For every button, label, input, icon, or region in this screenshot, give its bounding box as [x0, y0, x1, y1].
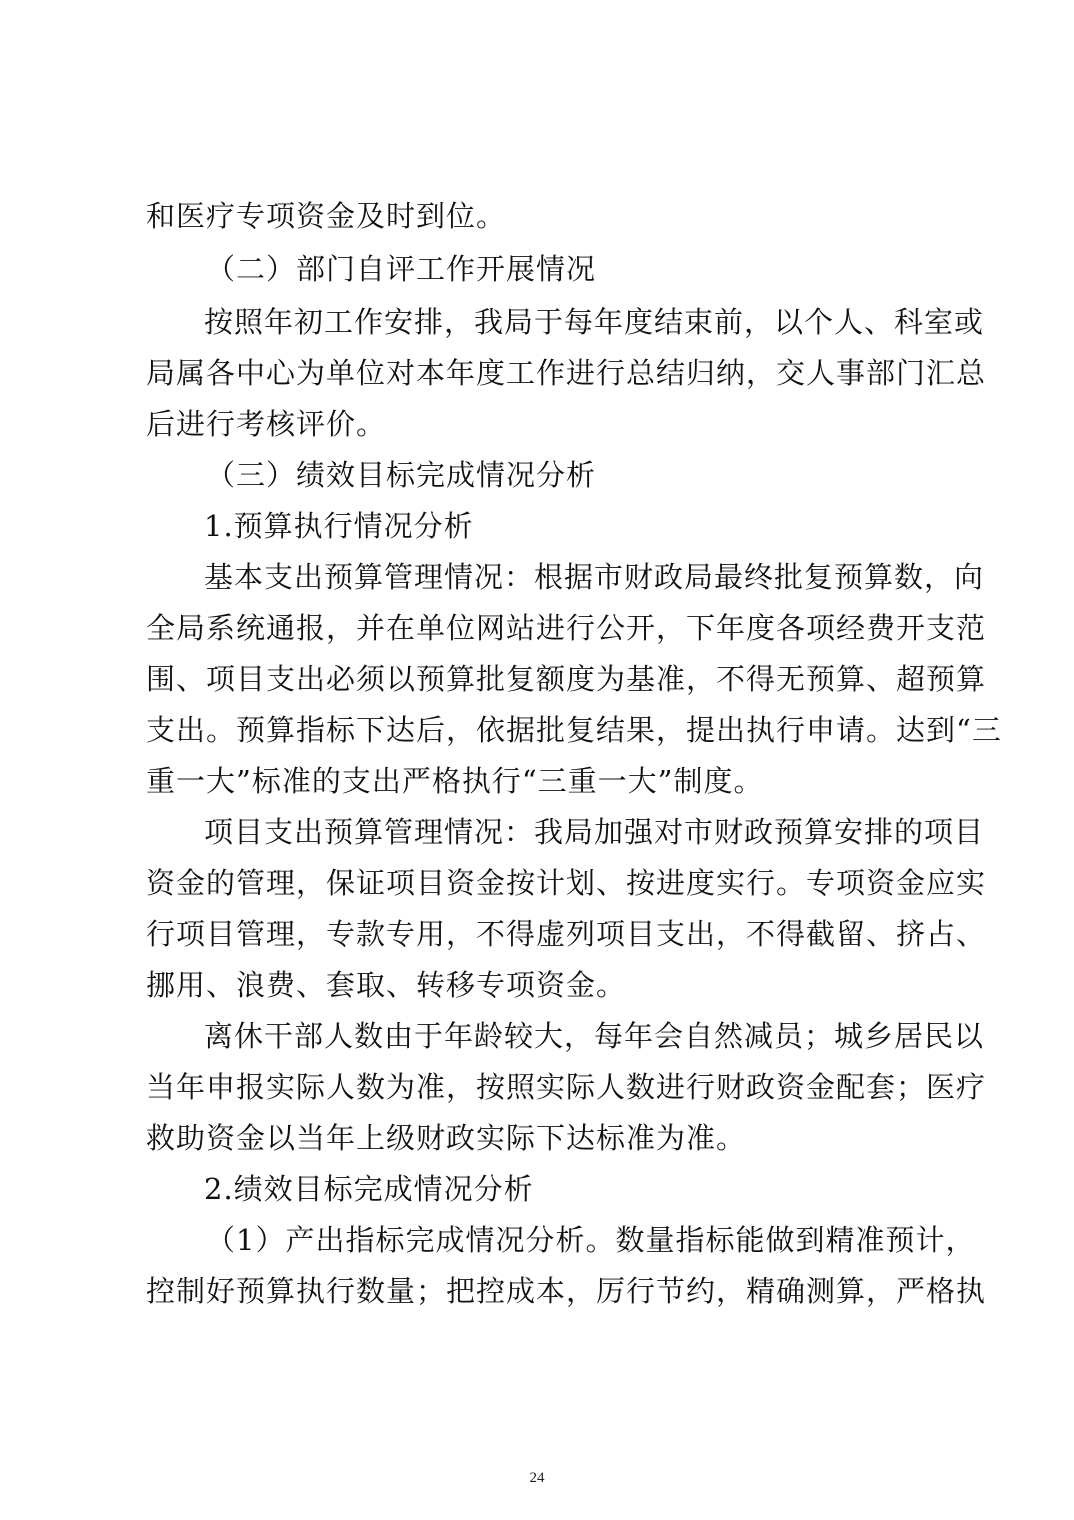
text-line: 行项目管理，专款专用，不得虚列项目支出，不得截留、挤占、 — [146, 917, 987, 951]
text-line: 重一大”标准的支出严格执行“三重一大”制度。 — [146, 764, 764, 798]
text-line: 按照年初工作安排，我局于每年度结束前，以个人、科室或 — [204, 305, 985, 339]
text-line: 后进行考核评价。 — [146, 407, 387, 441]
text-line: 救助资金以当年上级财政实际下达标准为准。 — [146, 1121, 747, 1155]
subsection-heading: 2.绩效目标完成情况分析 — [204, 1172, 534, 1206]
text-line: 围、项目支出必须以预算批复额度为基准，不得无预算、超预算 — [146, 662, 987, 696]
text-line: 离休干部人数由于年龄较大，每年会自然减员；城乡居民以 — [204, 1019, 985, 1053]
text-line: 全局系统通报，并在单位网站进行公开，下年度各项经费开支范 — [146, 611, 987, 645]
text-line: 资金的管理，保证项目资金按计划、按进度实行。专项资金应实 — [146, 866, 987, 900]
section-heading: （三）绩效目标完成情况分析 — [206, 458, 597, 492]
text-line: 挪用、浪费、套取、转移专项资金。 — [146, 968, 627, 1002]
subsection-heading: 1.预算执行情况分析 — [204, 509, 474, 543]
text-line: 项目支出预算管理情况：我局加强对市财政预算安排的项目 — [204, 815, 985, 849]
text-line: 局属各中心为单位对本年度工作进行总结归纳，交人事部门汇总 — [146, 356, 987, 390]
text-line: 和医疗专项资金及时到位。 — [146, 199, 507, 233]
text-line: 当年申报实际人数为准，按照实际人数进行财政资金配套；医疗 — [146, 1070, 987, 1104]
text-line: 支出。预算指标下达后，依据批复结果，提出执行申请。达到“三 — [146, 713, 1002, 747]
text-line: 控制好预算执行数量；把控成本，厉行节约，精确测算，严格执 — [146, 1274, 987, 1308]
page-number: 24 — [529, 1470, 545, 1486]
text-line: （1）产出指标完成情况分析。数量指标能做到精准预计， — [206, 1223, 976, 1257]
text-line: 基本支出预算管理情况：根据市财政局最终批复预算数，向 — [204, 560, 985, 594]
section-heading: （二）部门自评工作开展情况 — [206, 252, 597, 286]
